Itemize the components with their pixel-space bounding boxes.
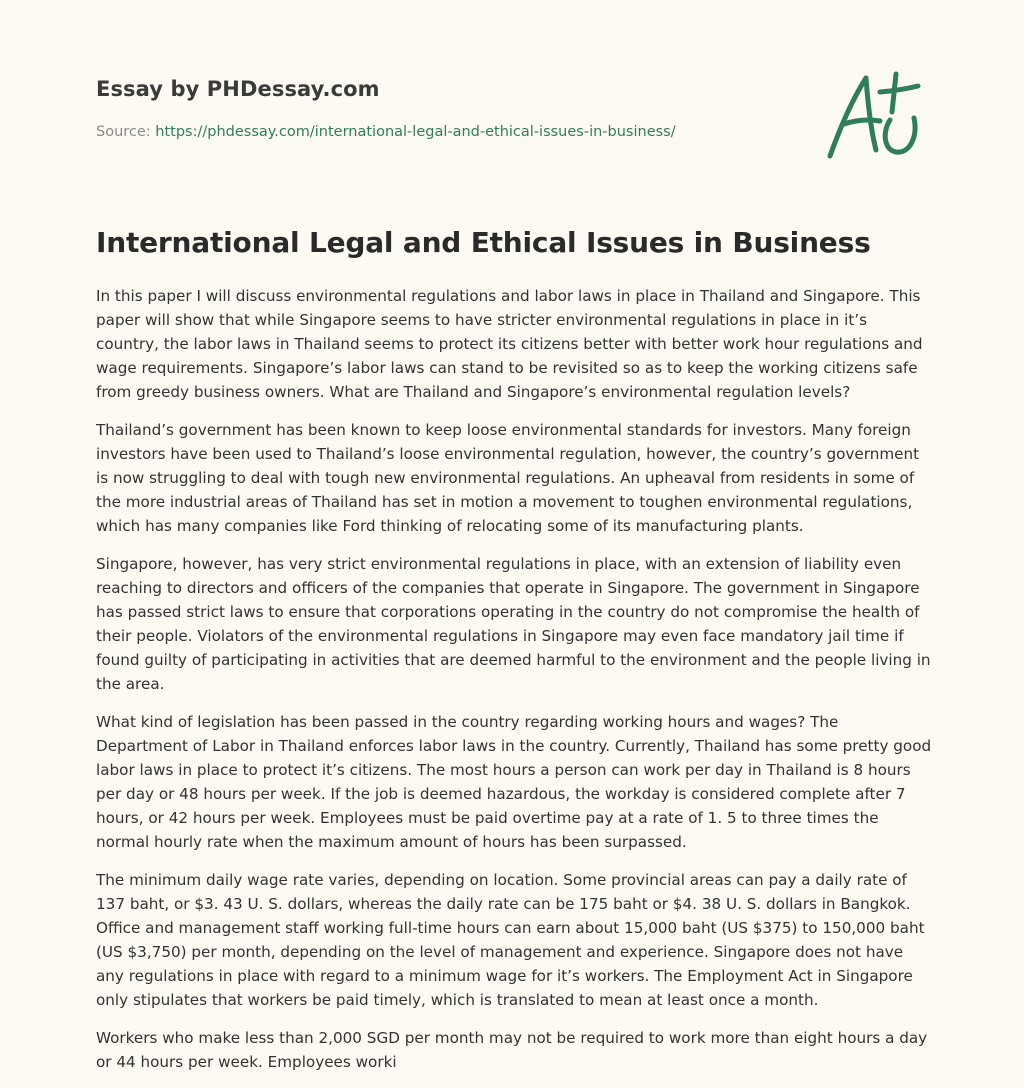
source-line [96,124,676,140]
essay-paragraph: Workers who make less than 2,000 SGD per month may not be required to work more than eight hours a day or 44 hours per week. Employees worki [96,1029,928,1071]
essay-paragraph: Singapore, however, has very strict environmental regulations in place, with an extension of liability even reaching to directors and officers of the companies that operate in Singapore. The government in Singapore has passed strict laws to ensure that corporations operating in the country do not compromise the health of their people. Violators of the environmental regulations in Singapore may even face mandatory jail time if found guilty of participating in activities that are deemed harmful to the environment and the people living in the area. [96,555,931,693]
essay-paragraph: What kind of legislation has been passed in the country regarding working hours and wages? The Department of Labor in Thailand enforces labor laws in the country. Currently, Thailand has some pretty good labor laws in place to protect it’s citizens. The most hours a person can work per day in Thailand is 8 hours per day or 48 hours per week. If the job is deemed hazardous, the workday is considered complete after 7 hours, or 42 hours per week. Employees must be paid overtime pay at a rate of 1. 5 to three times the normal hourly rate when the maximum amount of hours has been surpassed. [96,713,932,851]
essay-paragraph: Thailand’s government has been known to keep loose environmental standards for investors. Many foreign investors have been used to Thailand’s loose environmental regulation, however, the country’s government is now struggling to deal with tough new environmental regulations. An upheaval from residents in some of the more industrial areas of Thailand has set in motion a movement to toughen environmental regulations, which has many companies like Ford thinking of relocating some of its manufacturing plants. [96,421,920,535]
essay-body [96,284,932,1088]
essay-paragraph: The minimum daily wage rate varies, depending on location. Some provincial areas can pay a daily rate of 137 baht, or $3. 43 U. S. dollars, whereas the daily rate can be 175 baht or $4. 38 U. S. dollars in Bangkok. Office and management staff working full-time hours can earn about 15,000 baht (US $375) to 150,000 baht (US $3,750) per month, depending on the level of management and experience. Singapore does not have any regulations in place with regard to a minimum wage for it’s workers. The Employment Act in Singapore only stipulates that workers be paid timely, which is translated to mean at least once a month. [96,871,925,1009]
source-link[interactable]: https://phdessay.com/international-legal-and-ethical-issues-in-business/ [155,124,676,140]
essay-paragraph: In this paper I will discuss environmental regulations and labor laws in place in Thailand and Singapore. This paper will show that while Singapore seems to have stricter environmental regulations in place in it’s country, the labor laws in Thailand seems to protect its citizens better with better work hour regulations and wage requirements. Singapore’s labor laws can stand to be revisited so as to keep the working citizens safe from greedy business owners. What are Thailand and Singapore’s environmental regulation levels? [96,287,923,401]
essay-title: International Legal and Ethical Issues in Business [96,226,871,259]
source-label: Source: [96,124,151,140]
a-plus-icon [822,66,932,166]
site-brand: Essay by PHDessay.com [96,77,380,101]
